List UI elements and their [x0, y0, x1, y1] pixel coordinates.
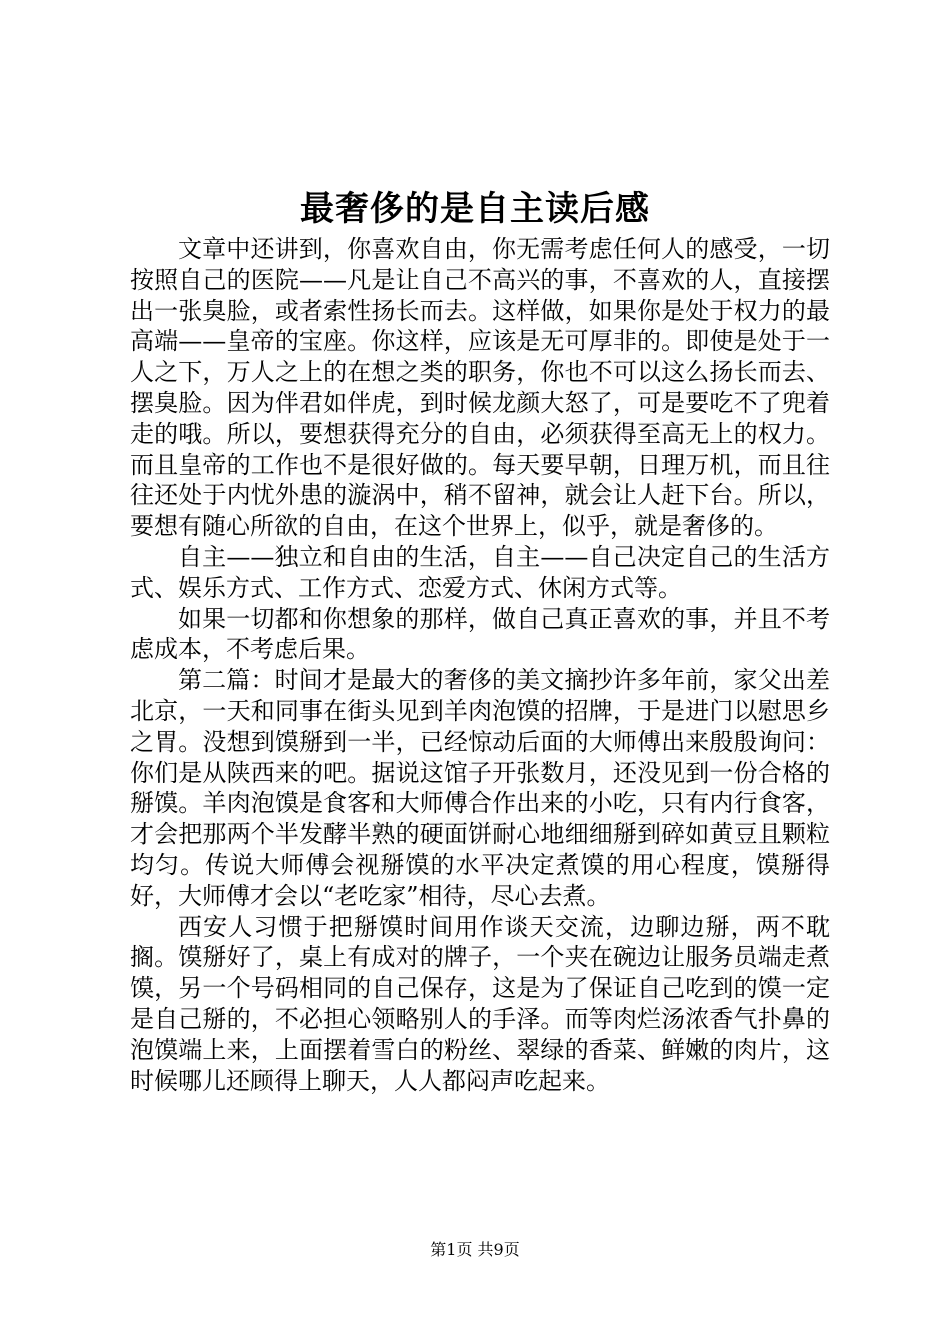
paragraph-2: 自主——独立和自由的生活，自主——自己决定自己的生活方式、娱乐方式、工作方式、恋爱方式、休闲方式等。	[130, 542, 830, 602]
page-title: 最奢侈的是自主读后感	[300, 189, 650, 229]
paragraph-4: 第二篇：时间才是最大的奢侈的美文摘抄许多年前，家父出差北京，一天和同事在街头见到羊肉泡馍的招牌，于是进门以慰思乡之胃。没想到馍掰到一半，已经惊动后面的大师傅出来殷殷询问：你们是从陕西来的吧。据说这馆子开张数月，还没见到一份合格的掰馍。羊肉泡馍是食客和大师傅合作出来的小吃，只有内行食客，才会把那两个半发酵半熟的硬面饼耐心地细细掰到碎如黄豆且颗粒均匀。传说大师傅会视掰馍的水平决定煮馍的用心程度，馍掰得好，大师傅才会以“老吃家”相待，尽心去煮。	[130, 666, 830, 910]
paragraph-1: 文章中还讲到，你喜欢自由，你无需考虑任何人的感受，一切按照自己的医院——凡是让自己不高兴的事，不喜欢的人，直接摆出一张臭脸，或者索性扬长而去。这样做，如果你是处于权力的最高端——皇帝的宝座。你这样，应该是无可厚非的。即使是处于一人之下，万人之上的在想之类的职务，你也不可以这么扬长而去、摆臭脸。因为伴君如伴虎，到时候龙颜大怒了，可是要吃不了兜着走的哦。所以，要想获得充分的自由，必须获得至高无上的权力。而且皇帝的工作也不是很好做的。每天要早朝，日理万机，而且往往还处于内忧外患的漩涡中，稍不留神，就会让人赶下台。所以，要想有随心所欲的自由，在这个世界上，似乎，就是奢侈的。	[130, 235, 830, 541]
paragraph-5: 西安人习惯于把掰馍时间用作谈天交流，边聊边掰，两不耽搁。馍掰好了，桌上有成对的牌子，一个夹在碗边让服务员端走煮馍，另一个号码相同的自己保存，这是为了保证自己吃到的馍一定是自己掰的，不必担心领略别人的手泽。而等肉烂汤浓香气扑鼻的泡馍端上来，上面摆着雪白的粉丝、翠绿的香菜、鲜嫩的肉片，这时候哪儿还顾得上聊天，人人都闷声吃起来。	[130, 912, 830, 1095]
document-body	[130, 234, 830, 1096]
paragraph-3: 如果一切都和你想象的那样，做自己真正喜欢的事，并且不考虑成本，不考虑后果。	[130, 604, 830, 664]
page-footer: 第1页 共9页	[430, 1240, 520, 1259]
